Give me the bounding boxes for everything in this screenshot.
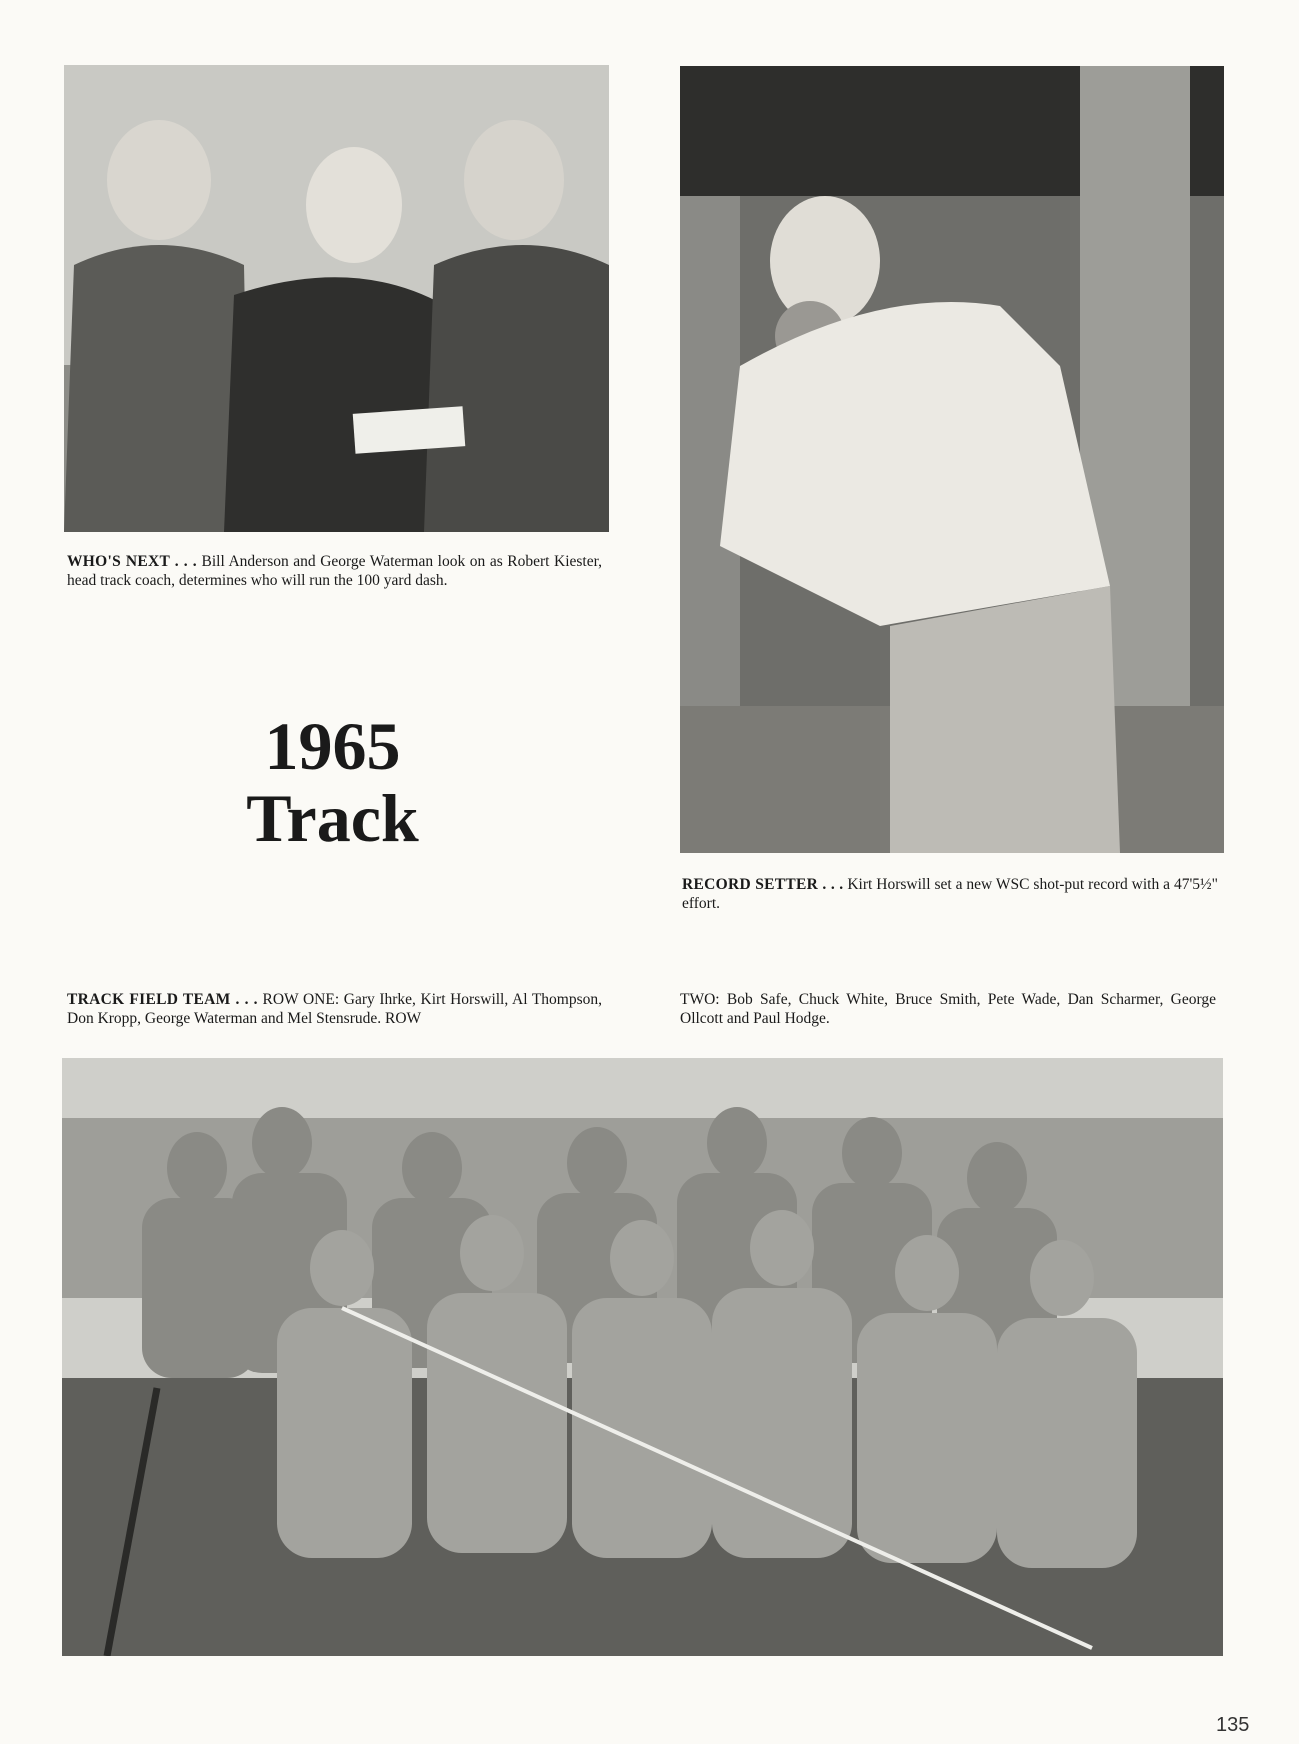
caption-whos-next <box>67 552 602 590</box>
caption-body: ROW ONE: Gary Ihrke, Kirt Horswill, Al Thompson, Don Kropp, George Waterman and Mel Stensrude. ROW <box>67 991 603 1027</box>
photo-whos-next <box>64 65 609 532</box>
photo-record-setter-image <box>680 66 1224 853</box>
caption-body: Bill Anderson and George Waterman look on as Robert Kiester, head track coach, determines who will run the 100 yard dash. <box>67 553 603 589</box>
caption-lead: TRACK FIELD TEAM . . . <box>67 991 258 1008</box>
caption-lead: WHO'S NEXT . . . <box>67 553 197 570</box>
page-number: 135 <box>1216 1714 1250 1736</box>
caption-body: TWO: Bob Safe, Chuck White, Bruce Smith, Pete Wade, Dan Scharmer, George Ollcott and Paul Hodge. <box>680 991 1216 1027</box>
caption-team-right <box>680 990 1216 1028</box>
photo-track-team <box>62 1058 1223 1656</box>
photo-track-team-image <box>62 1058 1223 1656</box>
title-year: 1965 <box>264 708 401 784</box>
caption-record-setter <box>682 875 1218 913</box>
caption-lead: RECORD SETTER . . . <box>682 876 844 893</box>
photo-whos-next-image <box>64 65 609 532</box>
title-word: Track <box>246 780 419 856</box>
caption-team-left <box>67 990 602 1028</box>
page-title <box>200 710 465 854</box>
photo-record-setter <box>680 66 1224 853</box>
caption-body: Kirt Horswill set a new WSC shot-put record with a 47'5½" effort. <box>682 876 1218 912</box>
